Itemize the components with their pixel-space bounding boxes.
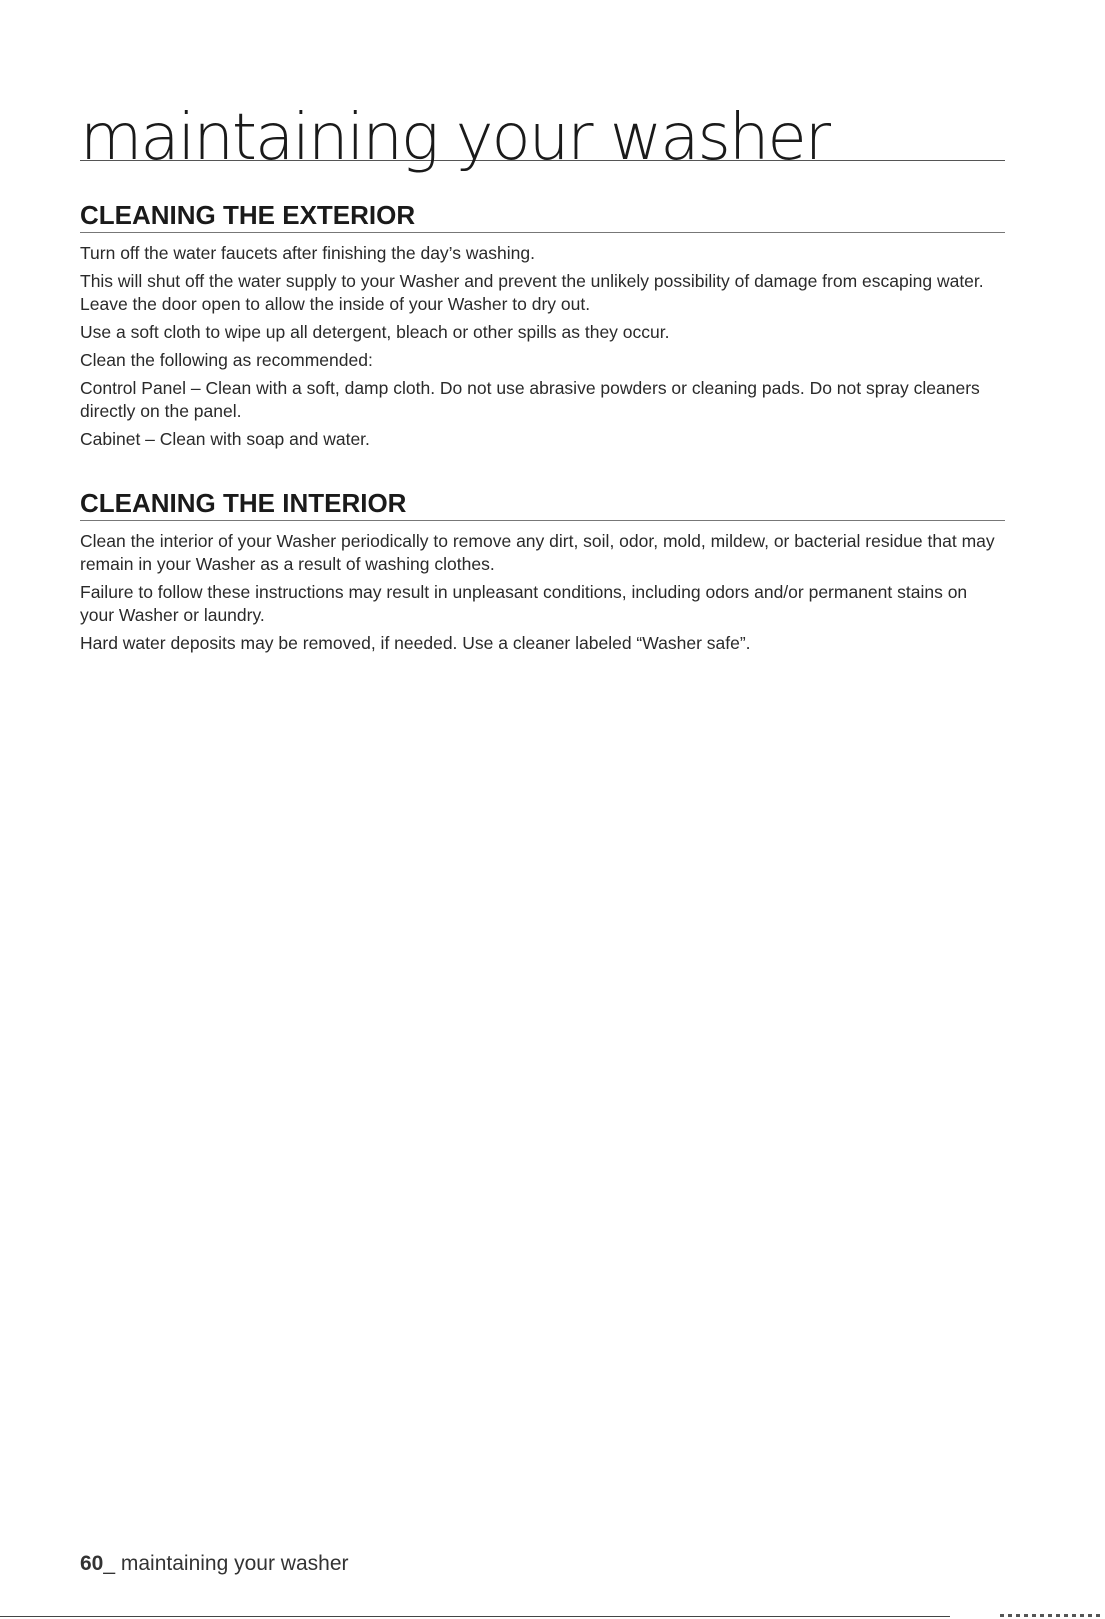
page-title — [80, 88, 1005, 175]
paragraph: Cabinet – Clean with soap and water. — [80, 429, 370, 449]
section-body — [80, 530, 1005, 655]
section-heading: CLEANING THE EXTERIOR — [80, 200, 1005, 233]
bottom-rule — [0, 1616, 950, 1617]
section-heading: CLEANING THE INTERIOR — [80, 488, 1005, 521]
page-number: 60 — [80, 1552, 104, 1575]
footer-text: maintaining your washer — [115, 1552, 349, 1575]
paragraph: Clean the following as recommended: — [80, 350, 373, 370]
section-cleaning-interior — [80, 488, 1005, 660]
section-cleaning-exterior — [80, 200, 1005, 456]
page-footer — [80, 1552, 349, 1576]
crop-marks — [1000, 1614, 1100, 1617]
page-title-text: maintaining your washer — [80, 101, 830, 175]
paragraph: Control Panel – Clean with a soft, damp cloth. Do not use abrasive powders or cleaning pads. Do not spray cleaners directly on the panel. — [80, 378, 980, 421]
paragraph: Use a soft cloth to wipe up all detergent, bleach or other spills as they occur. — [80, 322, 670, 342]
paragraph: This will shut off the water supply to your Washer and prevent the unlikely possibility of damage from escaping water. Leave the door open to allow the inside of your Washer to dry out. — [80, 271, 984, 314]
paragraph: Turn off the water faucets after finishing the day’s washing. — [80, 243, 535, 263]
paragraph: Hard water deposits may be removed, if needed. Use a cleaner labeled “Washer safe”. — [80, 633, 751, 653]
paragraph: Failure to follow these instructions may result in unpleasant conditions, including odors and/or permanent stains on your Washer or laundry. — [80, 582, 968, 625]
footer-separator: _ — [103, 1552, 116, 1575]
section-body — [80, 242, 1005, 451]
paragraph: Clean the interior of your Washer periodically to remove any dirt, soil, odor, mold, mildew, or bacterial residue that may remain in your Washer as a result of washing clothes. — [80, 531, 995, 574]
